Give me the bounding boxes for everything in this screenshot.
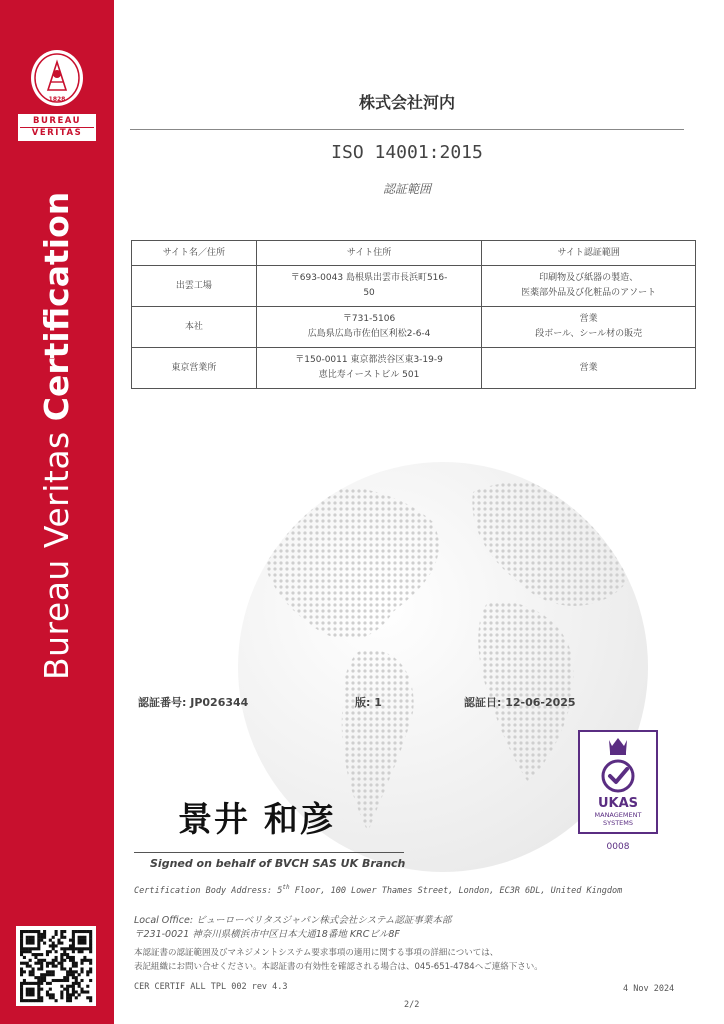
template-code: CER CERTIF ALL TPL 002 rev 4.3 [134,982,288,992]
ukas-line1: MANAGEMENT [594,811,642,819]
brand-sidebar [0,0,114,1024]
site-name: 本社 [132,307,257,348]
col-header-site-address: サイト住所 [256,241,482,266]
ukas-mark [578,730,658,834]
local-office-line2: 〒231-0021 神奈川県横浜市中区日本大通18番地 KRCビル8F [134,929,400,940]
logo-year: 1828 [48,96,66,103]
certification-body-address: Certification Body Address: 5th Floor, 100 Lower Thames Street, London, EC3R 6DL, United Kingdom [134,884,623,896]
table-row [132,348,696,389]
logo-text-top: BUREAU [20,116,94,128]
table-row [132,307,696,348]
scope-title: 認証範囲 [382,182,431,196]
table-row [132,266,696,307]
standard-title: ISO 14001:2015 [331,142,483,163]
certificate-number: 認証番号: JP026344 [138,696,249,709]
header-divider [130,129,684,130]
col-header-site-scope: サイト認証範囲 [482,241,696,266]
col-header-site-name: サイト名／住所 [132,241,257,266]
company-name: 株式会社河内 [358,93,455,112]
logo-text-bottom: VERITAS [31,128,83,138]
certificate-version: 版: 1 [355,696,382,709]
certificate-date: 認証日: 12-06-2025 [464,696,576,709]
vertical-brand-certification: Certification [37,191,76,422]
vertical-brand-text [37,192,76,680]
site-name: 東京営業所 [132,348,257,389]
page-number: 2/2 [404,1000,420,1010]
signature: 景井 和彦 [178,800,336,840]
signed-on-behalf: Signed on behalf of BVCH SAS UK Branch [150,857,406,870]
ukas-name: UKAS [597,796,639,811]
site-scope: 営業 段ボール、シール材の販売 [482,307,696,348]
vertical-brand-name: Bureau Veritas [37,431,76,680]
table-header-row [132,241,696,266]
site-name: 出雲工場 [132,266,257,307]
local-office-line1: Local Office: ビューローベリタスジャパン株式会社システム認証事業本部 [134,915,452,926]
ukas-line2: SYSTEMS [602,819,634,827]
qr-code [16,926,96,1006]
ukas-number: 0008 [606,842,630,852]
signature-line [134,852,404,853]
site-address: 〒731-5106 広島県広島市佐伯区利松2-6-4 [256,307,482,348]
notice-line1: 本認証書の認証範囲及びマネジメントシステム要求事項の適用に関する事項の詳細については、 [134,948,499,958]
bureau-veritas-logo [18,48,96,141]
notice-line2: 表記組織にお問い合せください。本認証書の有効性を確認される場合は、045-651-4784へご連絡下さい。 [134,962,543,972]
site-scope: 印刷物及び紙器の製造、 医薬部外品及び化粧品のアソート [482,266,696,307]
qr-code-icon [16,926,96,1006]
bureau-veritas-seal-icon [28,48,86,110]
site-address: 〒150-0011 東京都渋谷区東3-19-9 恵比寿イーストビル 501 [256,348,482,389]
issue-date: 4 Nov 2024 [623,984,675,994]
sites-table [131,240,696,389]
ukas-crown-check-icon [580,732,656,832]
site-address: 〒693-0043 島根県出雲市長浜町516- 50 [256,266,482,307]
site-scope: 営業 [482,348,696,389]
